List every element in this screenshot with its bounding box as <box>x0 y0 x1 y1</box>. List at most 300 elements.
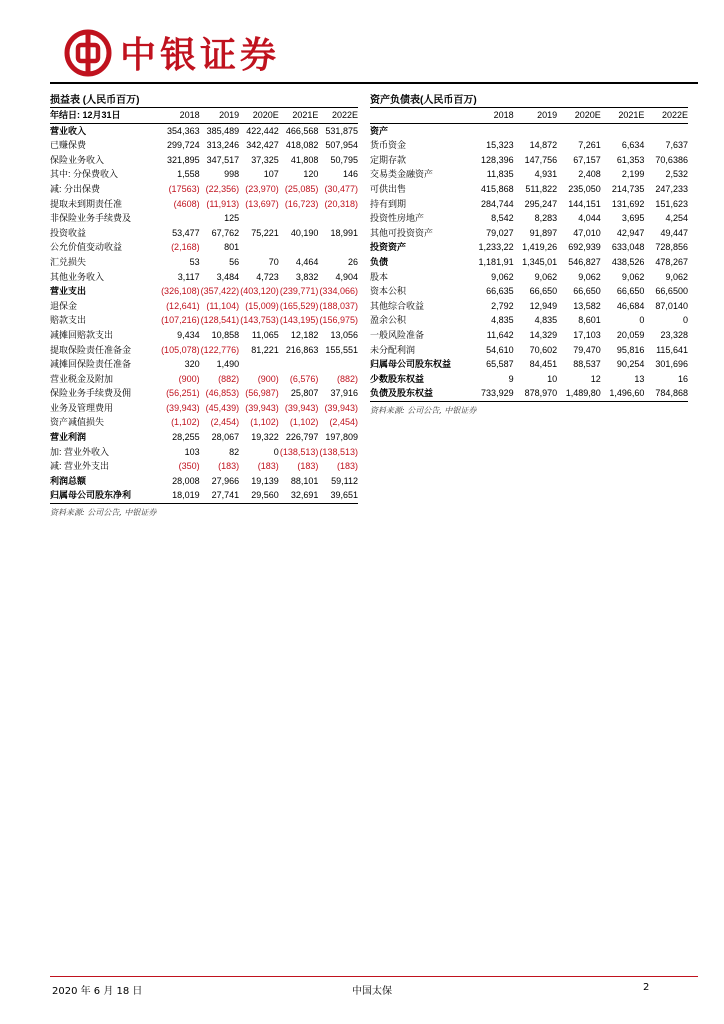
table-cell: 146 <box>342 169 358 180</box>
table-cell: 546,827 <box>568 256 601 267</box>
header-rule <box>50 82 698 84</box>
table-cell <box>470 124 514 139</box>
table-cell: 4,723 <box>256 271 279 282</box>
table-cell: (403,120) <box>240 286 279 297</box>
table-cell: 1,489,80 <box>565 388 601 399</box>
table-cell: (183) <box>218 461 240 472</box>
table-cell: 301,696 <box>655 359 688 370</box>
table-row <box>370 357 688 372</box>
table-row <box>50 167 358 182</box>
table-cell: (350) <box>178 461 200 472</box>
table-cell: 284,744 <box>481 198 514 209</box>
page-number: 2 <box>643 982 650 993</box>
table-row <box>370 197 688 212</box>
table-cell <box>318 240 358 255</box>
table-cell: 79,027 <box>486 227 514 238</box>
table-cell: 1,345,01 <box>522 256 558 267</box>
bank-of-china-logo-icon <box>64 29 112 77</box>
table-cell: 1,181,91 <box>478 256 514 267</box>
income-table-body <box>50 124 358 504</box>
table-cell: 998 <box>224 169 240 180</box>
table-cell: 20,059 <box>616 329 645 340</box>
table-row <box>50 357 358 372</box>
table-cell: 13,582 <box>573 300 601 311</box>
table-cell: 90,254 <box>616 359 645 370</box>
table-cell: 478,267 <box>655 256 688 267</box>
table-cell: 147,756 <box>524 154 558 165</box>
table-cell: 320 <box>184 359 200 370</box>
table-cell: 438,526 <box>611 256 645 267</box>
row-label: 投资收益 <box>50 227 87 238</box>
table-cell: 66,6500 <box>655 286 688 297</box>
table-cell: (334,066) <box>319 286 358 297</box>
year-header: 2020E <box>252 110 279 120</box>
table-cell: 3,484 <box>216 271 240 282</box>
row-label: 减: 营业外支出 <box>50 461 110 472</box>
row-label: 汇兑损失 <box>50 256 87 267</box>
table-cell: (138,513) <box>319 446 358 457</box>
row-label: 已赚保费 <box>50 140 87 151</box>
row-label: 非保险业务手续费及 <box>50 213 132 224</box>
table-cell: 1,496,60 <box>609 388 645 399</box>
table-cell: 507,954 <box>325 140 358 151</box>
row-label: 持有到期 <box>370 198 407 209</box>
balance-table-body <box>370 124 688 402</box>
income-source-note: 资料来源: 公司公告, 中银证券 <box>50 508 157 518</box>
table-cell: (900) <box>257 373 279 384</box>
table-cell: 9,062 <box>578 271 601 282</box>
row-label: 公允价值变动收益 <box>50 242 123 253</box>
table-cell: 342,427 <box>246 140 279 151</box>
table-cell: 23,328 <box>660 329 688 340</box>
table-cell: 28,008 <box>172 475 200 486</box>
brand-name: 中银证券 <box>120 34 281 76</box>
table-row <box>370 138 688 153</box>
row-label: 保险业务手续费及佣 <box>50 388 132 399</box>
table-cell: 12,949 <box>529 300 558 311</box>
table-cell <box>557 124 601 139</box>
row-label: 保险业务收入 <box>50 154 105 165</box>
table-row <box>50 138 358 153</box>
table-cell <box>160 211 200 226</box>
row-label: 提取未到期责任准 <box>50 198 123 209</box>
table-cell: 27,741 <box>211 490 240 501</box>
table-cell: 415,868 <box>481 183 514 194</box>
row-label: 减摊回赔款支出 <box>50 329 114 340</box>
table-cell: (188,037) <box>319 300 358 311</box>
row-label: 一般风险准备 <box>370 329 425 340</box>
table-cell: (143,195) <box>279 315 319 326</box>
table-cell: 79,470 <box>573 344 601 355</box>
table-cell: 9,062 <box>665 271 688 282</box>
table-row <box>370 284 688 299</box>
row-label: 可供出售 <box>370 183 407 194</box>
year-header: 2022E <box>661 110 688 120</box>
table-cell: 32,691 <box>290 490 319 501</box>
table-cell: (17563) <box>168 183 200 194</box>
year-header: 2018 <box>493 110 514 120</box>
table-cell: 67,157 <box>573 154 601 165</box>
table-cell: 4,835 <box>491 315 514 326</box>
table-cell: 216,863 <box>285 344 319 355</box>
table-row <box>50 226 358 241</box>
income-statement-table <box>50 91 358 518</box>
table-cell: 12,182 <box>290 329 319 340</box>
table-cell: 2,199 <box>621 169 645 180</box>
table-cell: 66,650 <box>616 286 645 297</box>
table-cell: (357,422) <box>200 286 240 297</box>
table-cell: 10,858 <box>211 329 240 340</box>
table-cell: 728,856 <box>655 242 688 253</box>
table-cell: 511,822 <box>525 183 558 194</box>
table-cell: (39,943) <box>324 402 358 413</box>
table-cell: 54,610 <box>486 344 514 355</box>
table-cell: 13,056 <box>330 329 358 340</box>
table-cell: (128,541) <box>200 315 240 326</box>
table-cell: 120 <box>303 169 319 180</box>
income-header-row <box>50 108 358 124</box>
table-cell: 61,353 <box>616 154 645 165</box>
table-cell: 155,551 <box>325 344 358 355</box>
table-cell: 299,724 <box>167 140 200 151</box>
table-cell: 235,050 <box>568 183 601 194</box>
table-cell: (39,943) <box>166 402 200 413</box>
table-row <box>370 386 688 402</box>
table-cell <box>644 124 688 139</box>
table-cell: 633,048 <box>611 242 645 253</box>
table-cell: 531,875 <box>325 125 358 136</box>
table-row <box>50 255 358 270</box>
table-row <box>50 197 358 212</box>
table-cell <box>318 211 358 226</box>
table-cell: 125 <box>224 213 240 224</box>
table-cell: 81,221 <box>251 344 279 355</box>
table-cell: 26 <box>347 256 358 267</box>
table-cell: 801 <box>224 242 240 253</box>
row-label: 股本 <box>370 271 389 282</box>
table-row <box>50 328 358 343</box>
row-label: 提取保险责任准备金 <box>50 344 132 355</box>
table-cell: (4608) <box>173 198 200 209</box>
table-row <box>50 343 358 358</box>
table-cell: 53,477 <box>172 227 200 238</box>
row-label: 投资性房地产 <box>370 213 425 224</box>
table-cell: 1,419,26 <box>522 242 558 253</box>
row-label: 负债及股东权益 <box>370 388 434 399</box>
table-cell: 70,602 <box>529 344 558 355</box>
table-cell: 7,261 <box>578 140 601 151</box>
table-cell: 9 <box>508 373 514 384</box>
table-cell: 46,684 <box>616 300 645 311</box>
table-cell: 9,062 <box>534 271 558 282</box>
table-row <box>370 372 688 387</box>
table-cell: (1,102) <box>250 417 279 428</box>
table-cell: (1,102) <box>171 417 200 428</box>
row-label: 归属母公司股东净利 <box>50 490 132 501</box>
table-cell: (165,529) <box>279 300 319 311</box>
table-cell: (900) <box>178 373 200 384</box>
table-cell: (39,943) <box>245 402 279 413</box>
table-cell <box>279 357 319 372</box>
table-cell: (12,641) <box>166 300 200 311</box>
table-cell: 11,835 <box>486 169 514 180</box>
table-cell: 70 <box>268 256 279 267</box>
table-cell: 56 <box>229 256 240 267</box>
table-cell: 15,323 <box>486 140 514 151</box>
table-cell: 6,634 <box>621 140 645 151</box>
company-logo <box>64 27 280 78</box>
table-cell: 82 <box>229 446 240 457</box>
row-label: 其他可投资资产 <box>370 227 434 238</box>
row-label: 营业税金及附加 <box>50 373 114 384</box>
table-cell: 8,601 <box>578 315 601 326</box>
balance-header-label <box>370 108 470 123</box>
table-cell: 29,560 <box>251 490 279 501</box>
table-cell <box>279 240 319 255</box>
table-cell: (30,477) <box>324 183 358 194</box>
table-cell: 66,650 <box>573 286 601 297</box>
table-cell: 87,0140 <box>655 300 688 311</box>
table-row <box>370 167 688 182</box>
table-cell: 40,190 <box>290 227 319 238</box>
table-cell: 131,692 <box>611 198 645 209</box>
table-row <box>370 299 688 314</box>
table-row <box>50 459 358 474</box>
table-cell: 347,517 <box>206 154 240 165</box>
row-label: 营业利润 <box>50 432 87 443</box>
table-cell: 16 <box>677 373 688 384</box>
table-cell: 1,490 <box>216 359 240 370</box>
table-cell: (183) <box>297 461 319 472</box>
table-cell: 313,246 <box>206 140 240 151</box>
table-cell: 11,065 <box>251 329 279 340</box>
table-cell <box>514 124 558 139</box>
income-header-label: 年结日: 12月31日 <box>50 110 121 120</box>
table-cell: 3,832 <box>295 271 319 282</box>
table-cell: (6,576) <box>289 373 319 384</box>
table-cell: 9,062 <box>491 271 514 282</box>
table-cell: 50,795 <box>330 154 358 165</box>
table-cell: (2,454) <box>210 417 240 428</box>
row-label: 加: 营业外收入 <box>50 446 110 457</box>
row-label: 营业支出 <box>50 286 87 297</box>
table-cell: 144,151 <box>568 198 601 209</box>
row-label: 减: 分出保费 <box>50 183 101 194</box>
table-row <box>370 255 688 270</box>
table-cell: 66,635 <box>486 286 514 297</box>
table-row <box>370 313 688 328</box>
year-header: 2019 <box>219 110 240 120</box>
row-label: 定期存款 <box>370 154 407 165</box>
table-cell: 19,139 <box>251 475 279 486</box>
table-cell: 385,489 <box>206 125 240 136</box>
table-cell: 70,6386 <box>655 154 688 165</box>
table-cell: 103 <box>184 446 200 457</box>
row-label: 资产 <box>370 125 389 136</box>
table-cell: 65,587 <box>486 359 514 370</box>
table-row <box>50 386 358 401</box>
table-row <box>50 153 358 168</box>
table-cell: 418,082 <box>285 140 319 151</box>
table-cell: (22,356) <box>205 183 240 194</box>
table-cell: 7,637 <box>665 140 688 151</box>
footer-company: 中国太保 <box>352 986 392 997</box>
table-cell: 18,991 <box>330 227 358 238</box>
table-cell: 295,247 <box>524 198 558 209</box>
table-cell: 66,650 <box>529 286 558 297</box>
table-cell: 0 <box>639 315 645 326</box>
table-cell: 4,835 <box>534 315 558 326</box>
table-cell: 466,568 <box>285 125 319 136</box>
year-header: 2019 <box>537 110 558 120</box>
table-cell: (326,108) <box>161 286 200 297</box>
table-cell: (882) <box>336 373 358 384</box>
table-cell: 0 <box>682 315 688 326</box>
table-cell: (2,168) <box>171 242 200 253</box>
year-header: 2021E <box>618 110 645 120</box>
table-cell: 9,062 <box>621 271 645 282</box>
table-cell: 75,221 <box>251 227 279 238</box>
table-cell: 4,931 <box>534 169 558 180</box>
table-row <box>50 488 358 504</box>
row-label: 其他业务收入 <box>50 271 105 282</box>
table-cell: 784,868 <box>655 388 688 399</box>
table-cell: 13 <box>634 373 645 384</box>
table-cell: (183) <box>257 461 279 472</box>
table-cell: 115,641 <box>656 344 688 355</box>
table-cell: (20,318) <box>324 198 358 209</box>
table-row <box>50 299 358 314</box>
table-cell: 39,651 <box>330 490 358 501</box>
table-cell: 14,872 <box>529 140 558 151</box>
table-cell: 95,816 <box>616 344 645 355</box>
table-cell: 18,019 <box>172 490 200 501</box>
table-cell: 214,735 <box>611 183 645 194</box>
table-cell: 878,970 <box>524 388 558 399</box>
footer-rule <box>50 976 698 977</box>
table-cell: 14,329 <box>529 329 558 340</box>
table-cell: (105,078) <box>161 344 200 355</box>
year-header: 2020E <box>574 110 601 120</box>
table-row <box>370 211 688 226</box>
table-cell: 3,695 <box>621 213 645 224</box>
table-cell: (23,970) <box>245 183 279 194</box>
table-row <box>50 474 358 489</box>
table-cell <box>239 357 279 372</box>
table-row <box>370 328 688 343</box>
table-cell: 10 <box>547 373 558 384</box>
table-cell: 151,623 <box>655 198 688 209</box>
table-cell: 247,233 <box>655 183 688 194</box>
table-cell: 25,807 <box>290 388 319 399</box>
table-cell: 2,792 <box>491 300 514 311</box>
year-header: 2022E <box>331 110 358 120</box>
table-row <box>370 240 688 255</box>
row-label: 利润总额 <box>50 475 87 486</box>
table-cell: 692,939 <box>568 242 601 253</box>
table-cell: 41,808 <box>290 154 319 165</box>
balance-sheet-table <box>370 91 688 416</box>
table-cell: 59,112 <box>331 475 358 486</box>
table-cell: 4,904 <box>335 271 358 282</box>
table-cell: 49,447 <box>660 227 688 238</box>
table-cell: 19,322 <box>251 432 279 443</box>
table-cell: 197,809 <box>325 432 358 443</box>
row-label: 交易类金融资产 <box>370 169 434 180</box>
income-statement-title: 损益表 (人民币百万) <box>50 91 358 108</box>
table-cell: 1,558 <box>177 169 200 180</box>
row-label: 其中: 分保费收入 <box>50 169 119 180</box>
row-label: 业务及管理费用 <box>50 402 114 413</box>
table-cell: (56,987) <box>245 388 279 399</box>
table-row <box>370 124 688 139</box>
table-cell: (122,776) <box>200 344 240 355</box>
table-cell: 91,897 <box>529 227 558 238</box>
table-row <box>370 343 688 358</box>
table-row <box>370 270 688 285</box>
table-row <box>50 313 358 328</box>
table-cell: (39,943) <box>284 402 319 413</box>
row-label: 退保金 <box>50 300 78 311</box>
table-cell: 88,101 <box>290 475 319 486</box>
table-cell: 11,642 <box>486 329 514 340</box>
table-cell: 8,283 <box>534 213 558 224</box>
table-cell <box>318 357 358 372</box>
table-cell: 37,916 <box>330 388 358 399</box>
table-cell: (143,753) <box>240 315 279 326</box>
table-row <box>50 124 358 139</box>
table-row <box>50 430 358 445</box>
table-cell: 4,044 <box>578 213 601 224</box>
table-cell: (25,085) <box>284 183 319 194</box>
table-cell <box>279 211 319 226</box>
table-cell: 37,325 <box>251 154 279 165</box>
table-cell: 53 <box>189 256 200 267</box>
table-cell: 1,233,22 <box>478 242 514 253</box>
table-cell: (156,975) <box>319 315 358 326</box>
table-cell: (2,454) <box>329 417 358 428</box>
table-cell: 2,408 <box>578 169 601 180</box>
table-cell <box>601 124 645 139</box>
table-cell: 12 <box>590 373 601 384</box>
row-label: 投资资产 <box>370 242 407 253</box>
table-row <box>50 182 358 197</box>
table-cell: (56,251) <box>166 388 200 399</box>
table-cell: (239,771) <box>279 286 319 297</box>
table-cell: 9,434 <box>177 329 200 340</box>
table-row <box>50 211 358 226</box>
table-cell: 321,895 <box>167 154 200 165</box>
table-cell: 47,010 <box>573 227 601 238</box>
table-row <box>50 240 358 255</box>
table-cell: (16,723) <box>284 198 319 209</box>
row-label: 赔款支出 <box>50 315 87 326</box>
table-cell: 27,966 <box>211 475 240 486</box>
table-cell: 4,464 <box>295 256 319 267</box>
table-cell: (15,009) <box>245 300 279 311</box>
balance-source-note: 资料来源: 公司公告, 中银证券 <box>370 405 477 415</box>
year-header: 2018 <box>179 110 200 120</box>
table-cell: (107,216) <box>161 315 200 326</box>
table-row <box>50 270 358 285</box>
table-cell: 67,762 <box>211 227 240 238</box>
table-cell: (13,697) <box>245 198 279 209</box>
table-cell: 84,451 <box>529 359 558 370</box>
table-cell: 8,542 <box>491 213 514 224</box>
table-row <box>370 182 688 197</box>
row-label: 货币资金 <box>370 140 407 151</box>
table-cell: (882) <box>218 373 240 384</box>
